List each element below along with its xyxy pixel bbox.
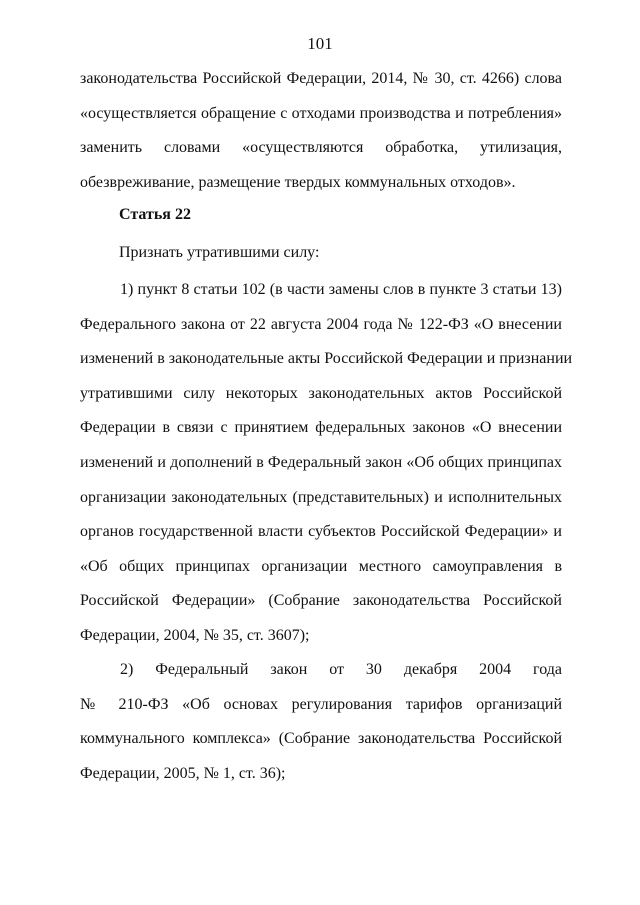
text-line: органов государственной власти субъектов Российской Федерации» и (80, 523, 562, 541)
text-line: изменений и дополнений в Федеральный закон «Об общих принципах (80, 453, 562, 471)
article-intro: Признать утратившими силу: (119, 244, 320, 261)
text-line: «осуществляется обращение с отходами производства и потребления» (80, 104, 562, 122)
list-item-2 (80, 653, 562, 791)
text-line: 1) пункт 8 статьи 102 (в части замены слов в пункте 3 статьи 13) (120, 281, 562, 298)
text-line: Федерации в связи с принятием федеральных законов «О внесении (80, 419, 562, 437)
text-line: организации законодательных (представительных) и исполнительных (80, 488, 562, 506)
list-item-1 (80, 273, 573, 654)
text-line: Российской Федерации» (Собрание законодательства Российской (80, 592, 562, 610)
text-line: 2) Федеральный закон от 30 декабря 2004 года (120, 661, 562, 678)
article-heading: Статья 22 (119, 206, 191, 223)
text-line: коммунального комплекса» (Собрание законодательства Российской (80, 730, 562, 748)
text-line: Федерации, 2004, № 35, ст. 3607); (80, 626, 310, 644)
text-line: заменить словами «осуществляются обработка, утилизация, (80, 139, 562, 157)
text-line: изменений в законодательные акты Российской Федерации и признании (80, 350, 573, 368)
text-line: законодательства Российской Федерации, 2014, № 30, ст. 4266) слова (80, 70, 562, 87)
text-line: Федерального закона от 22 августа 2004 года № 122-ФЗ «О внесении (80, 315, 562, 333)
text-line: № 210-ФЗ «Об основах регулирования тарифов организаций (80, 695, 562, 713)
page-number: 101 (307, 34, 333, 53)
text-line: обезвреживание, размещение твердых коммунальных отходов». (80, 173, 516, 191)
paragraph-continuation (80, 62, 562, 200)
text-line: утратившими силу некоторых законодательных актов Российской (80, 384, 562, 402)
text-line: Федерации, 2005, № 1, ст. 36); (80, 764, 286, 782)
text-line: «Об общих принципах организации местного самоуправления в (80, 557, 562, 575)
